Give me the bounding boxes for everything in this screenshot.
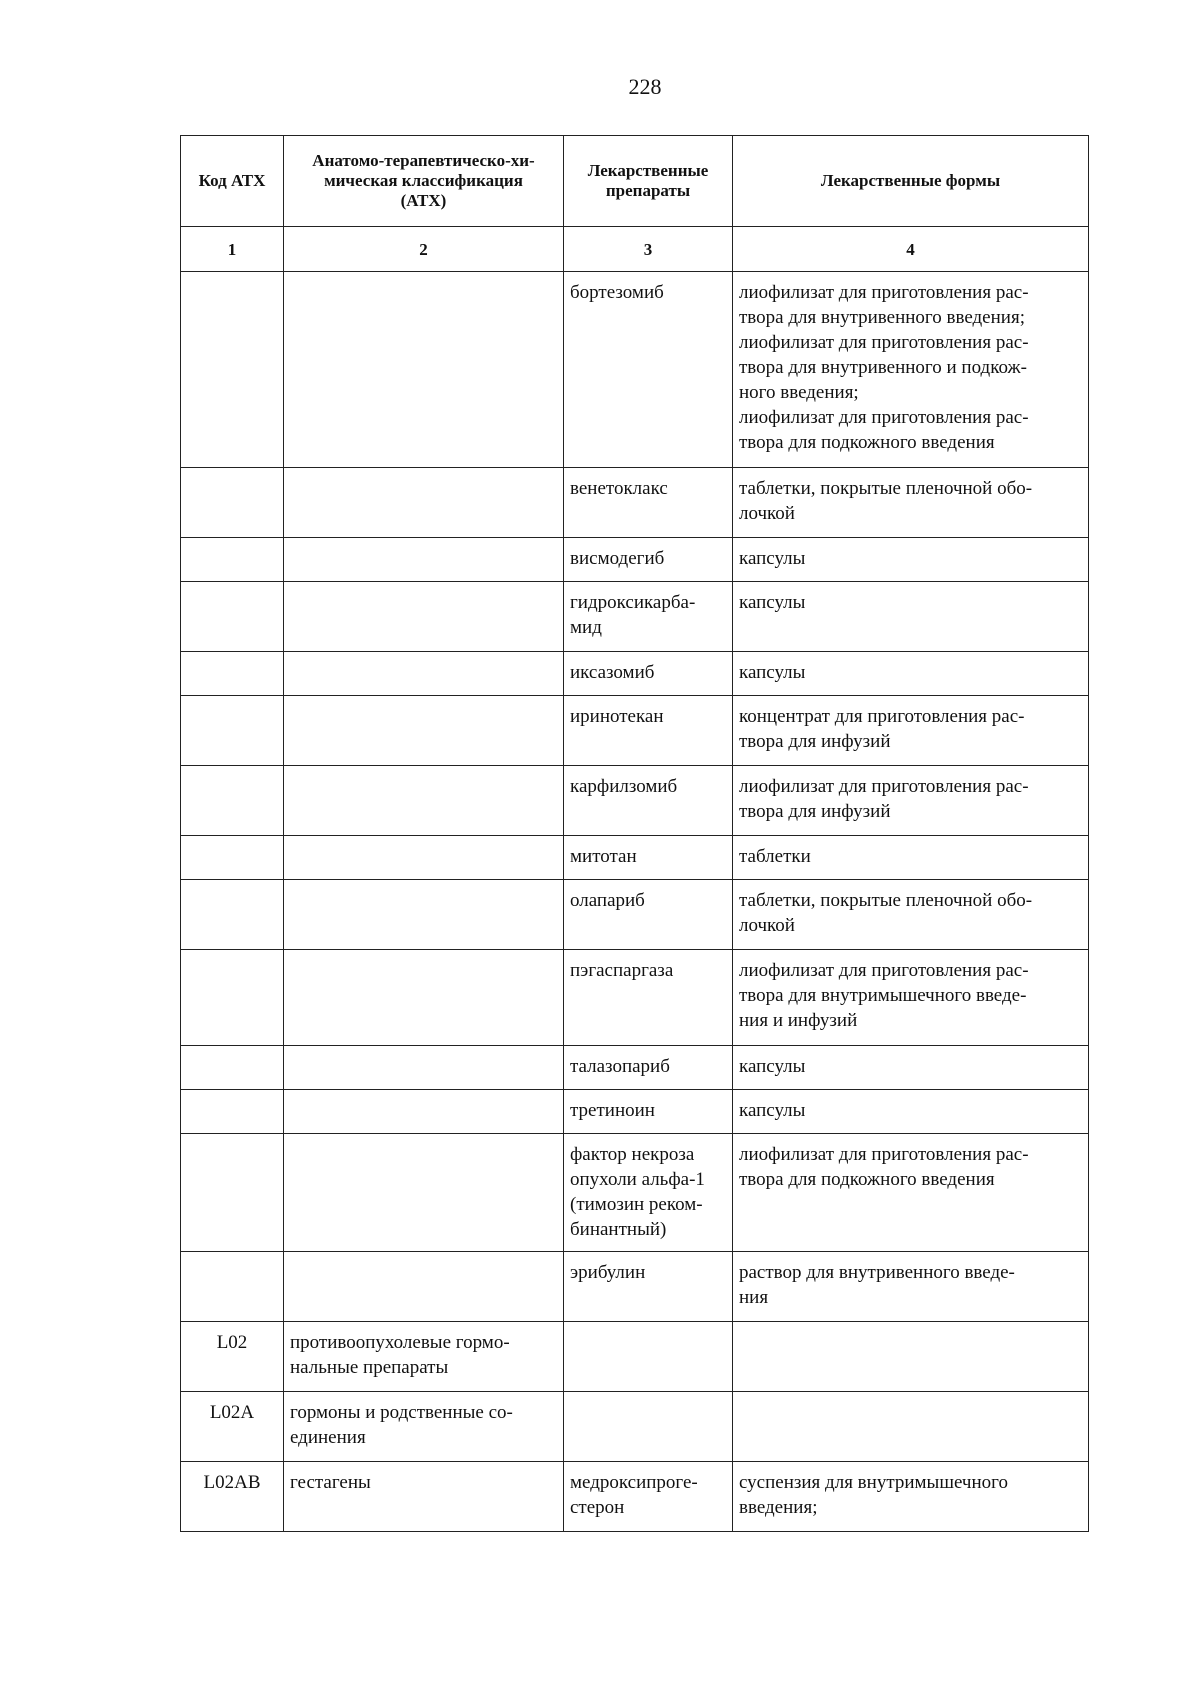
dosage-form-cell: капсулы: [733, 582, 1089, 652]
dosage-form-cell: таблетки, покрытые пленочной обо- лочкой: [733, 468, 1089, 538]
dosage-form-cell: капсулы: [733, 1090, 1089, 1134]
dosage-form-cell: лиофилизат для приготовления рас- твора для внутривенного введения; лиофилизат для приготовления рас- твора для внутривенного и подкож- ного введения; лиофилизат для приготовления рас- твора для подкожного введения: [733, 272, 1089, 468]
table-row: [181, 836, 1089, 880]
atc-code-cell: [181, 582, 284, 652]
atc-classification-cell: [284, 1252, 564, 1322]
drug-name-cell: висмодегиб: [564, 538, 733, 582]
dosage-form-cell: концентрат для приготовления рас- твора для инфузий: [733, 696, 1089, 766]
table-row: [181, 766, 1089, 836]
atc-code-cell: L02: [181, 1322, 284, 1392]
atc-classification-cell: [284, 272, 564, 468]
dosage-form-cell: суспензия для внутримышечного введения;: [733, 1462, 1089, 1532]
table-row: [181, 538, 1089, 582]
atc-classification-cell: [284, 652, 564, 696]
atc-code-cell: [181, 696, 284, 766]
atc-code-cell: [181, 1090, 284, 1134]
dosage-form-cell: [733, 1322, 1089, 1392]
atc-code-cell: [181, 1046, 284, 1090]
dosage-form-cell: капсулы: [733, 1046, 1089, 1090]
dosage-form-cell: капсулы: [733, 652, 1089, 696]
drug-name-cell: митотан: [564, 836, 733, 880]
drug-name-cell: венетоклакс: [564, 468, 733, 538]
drug-name-cell: бортезомиб: [564, 272, 733, 468]
atc-classification-cell: [284, 1134, 564, 1252]
atc-classification-cell: гормоны и родственные со- единения: [284, 1392, 564, 1462]
table-row: [181, 1090, 1089, 1134]
page-number: 228: [628, 74, 662, 99]
header-row: [181, 136, 1089, 227]
drug-name-cell: пэгаспаргаза: [564, 950, 733, 1046]
dosage-form-cell: капсулы: [733, 538, 1089, 582]
atc-code-cell: [181, 836, 284, 880]
table-row: [181, 1134, 1089, 1252]
drug-name-cell: иринотекан: [564, 696, 733, 766]
atc-code-cell: L02AB: [181, 1462, 284, 1532]
atc-classification-cell: [284, 880, 564, 950]
atc-code-cell: [181, 652, 284, 696]
table-row: [181, 1392, 1089, 1462]
table-row: [181, 880, 1089, 950]
atc-classification-cell: [284, 468, 564, 538]
atc-classification-cell: [284, 1046, 564, 1090]
atc-code-cell: [181, 1252, 284, 1322]
drug-name-cell: олапариб: [564, 880, 733, 950]
drug-name-cell: талазопариб: [564, 1046, 733, 1090]
dosage-form-cell: [733, 1392, 1089, 1462]
header-atc-classification: Анатомо-терапевтическо-хи- мическая классификация (АТХ): [284, 136, 564, 227]
atc-classification-cell: [284, 836, 564, 880]
header-atc-code: Код АТХ: [181, 136, 284, 227]
table-row: [181, 1046, 1089, 1090]
table-row: [181, 950, 1089, 1046]
atc-code-cell: [181, 880, 284, 950]
column-number: 4: [733, 227, 1089, 272]
table-row: [181, 468, 1089, 538]
atc-code-cell: [181, 538, 284, 582]
column-number-row: [181, 227, 1089, 272]
drug-name-cell: медроксипроге- стерон: [564, 1462, 733, 1532]
table-row: [181, 652, 1089, 696]
drug-name-cell: [564, 1322, 733, 1392]
atc-code-cell: L02A: [181, 1392, 284, 1462]
atc-code-cell: [181, 950, 284, 1046]
column-number: 2: [284, 227, 564, 272]
table-row: [181, 1252, 1089, 1322]
column-number: 3: [564, 227, 733, 272]
dosage-form-cell: таблетки: [733, 836, 1089, 880]
atc-code-cell: [181, 766, 284, 836]
drug-name-cell: гидроксикарба- мид: [564, 582, 733, 652]
header-dosage-forms: Лекарственные формы: [733, 136, 1089, 227]
table-row: [181, 1322, 1089, 1392]
table-row: [181, 582, 1089, 652]
dosage-form-cell: таблетки, покрытые пленочной обо- лочкой: [733, 880, 1089, 950]
atc-classification-cell: противоопухолевые гормо- нальные препараты: [284, 1322, 564, 1392]
atc-classification-cell: [284, 950, 564, 1046]
dosage-form-cell: лиофилизат для приготовления рас- твора для подкожного введения: [733, 1134, 1089, 1252]
atc-classification-cell: [284, 538, 564, 582]
column-number: 1: [181, 227, 284, 272]
header-drugs: Лекарственные препараты: [564, 136, 733, 227]
atc-classification-cell: гестагены: [284, 1462, 564, 1532]
atc-code-cell: [181, 272, 284, 468]
drug-name-cell: [564, 1392, 733, 1462]
atc-classification-cell: [284, 766, 564, 836]
atc-classification-cell: [284, 696, 564, 766]
drug-name-cell: иксазомиб: [564, 652, 733, 696]
table-row: [181, 1462, 1089, 1532]
atc-code-cell: [181, 1134, 284, 1252]
dosage-form-cell: лиофилизат для приготовления рас- твора для внутримышечного введе- ния и инфузий: [733, 950, 1089, 1046]
drug-name-cell: третиноин: [564, 1090, 733, 1134]
drug-name-cell: эрибулин: [564, 1252, 733, 1322]
drug-name-cell: карфилзомиб: [564, 766, 733, 836]
atc-drug-table: [180, 135, 1089, 1532]
atc-code-cell: [181, 468, 284, 538]
atc-classification-cell: [284, 582, 564, 652]
dosage-form-cell: лиофилизат для приготовления рас- твора для инфузий: [733, 766, 1089, 836]
table-row: [181, 696, 1089, 766]
table-row: [181, 272, 1089, 468]
drug-name-cell: фактор некроза опухоли альфа-1 (тимозин реком- бинантный): [564, 1134, 733, 1252]
atc-classification-cell: [284, 1090, 564, 1134]
dosage-form-cell: раствор для внутривенного введе- ния: [733, 1252, 1089, 1322]
